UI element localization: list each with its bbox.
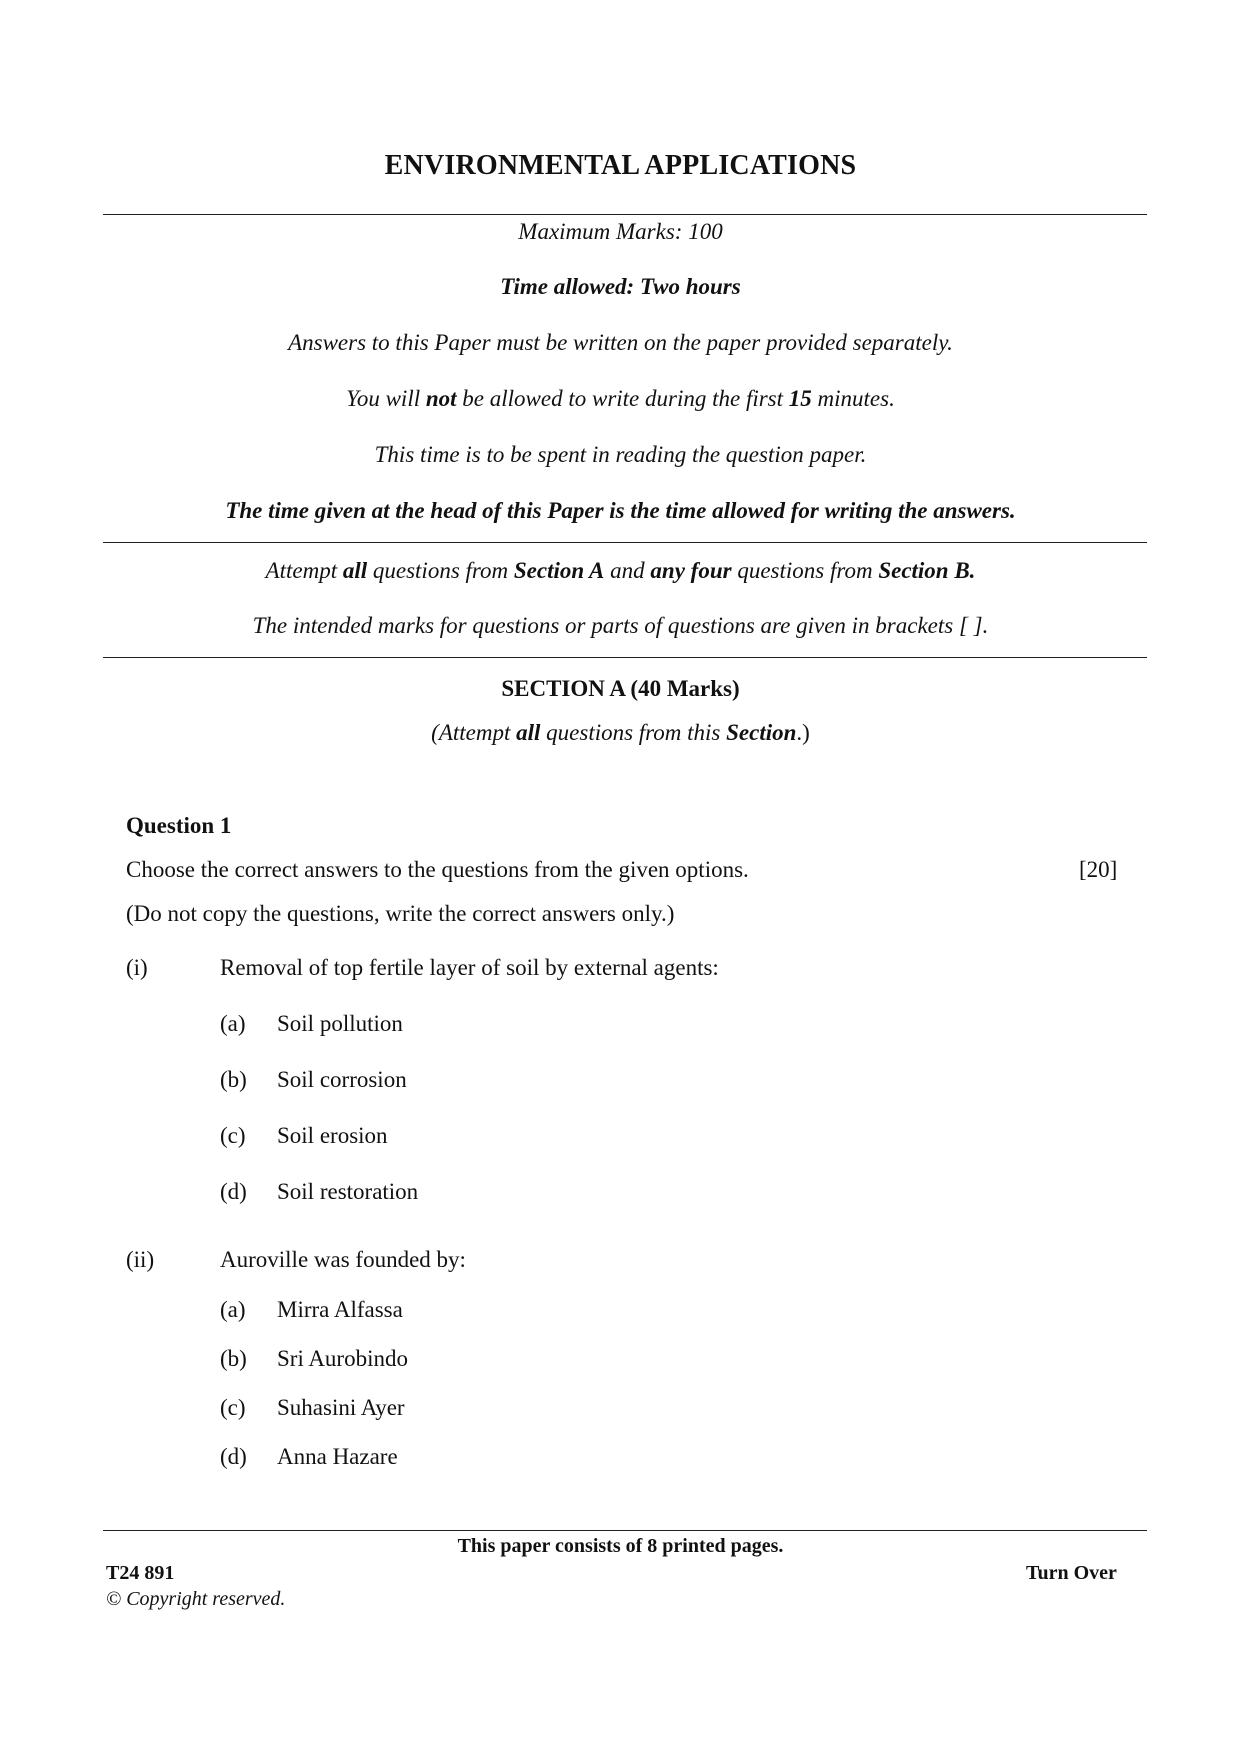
question-1-instruction: Choose the correct answers to the questions from the given options.: [126, 857, 749, 882]
option-text: Suhasini Ayer: [277, 1395, 405, 1420]
attempt-text-1: Attempt: [265, 558, 343, 583]
option-label: (c): [220, 1123, 246, 1148]
option-text: Anna Hazare: [277, 1444, 398, 1469]
attempt-emphasis-any-four: any four: [650, 558, 732, 583]
page-count-note: This paper consists of 8 printed pages.: [457, 1535, 784, 1557]
answers-instruction: Answers to this Paper must be written on the paper provided separately.: [288, 330, 953, 355]
option-text: Soil restoration: [277, 1179, 419, 1204]
paper-title: ENVIRONMENTAL APPLICATIONS: [384, 150, 857, 181]
attempt-instruction: [0, 558, 1241, 584]
header-divider-middle: [103, 542, 1147, 543]
no-write-emphasis-not: not: [425, 386, 457, 411]
section-a-heading: SECTION A (40 Marks): [501, 676, 740, 701]
attempt-text-2: questions from: [367, 558, 514, 583]
question-1-label: Question 1: [126, 813, 232, 838]
part-question-text: Auroville was founded by:: [220, 1247, 466, 1272]
option-label: (d): [220, 1179, 247, 1204]
option-label: (b): [220, 1067, 247, 1092]
time-allowed: Time allowed: Two hours: [500, 274, 741, 299]
attempt-emphasis-all: all: [342, 558, 368, 583]
attempt-emphasis-section-b: Section B.: [878, 558, 976, 583]
time-note: The time given at the head of this Paper is the time allowed for writing the answers.: [225, 498, 1016, 523]
option-text: Mirra Alfassa: [277, 1297, 403, 1322]
no-write-instruction: [0, 386, 1241, 412]
option-label: (a): [220, 1297, 246, 1322]
section-a-sub-emphasis-all: all: [516, 720, 541, 745]
question-1-note: (Do not copy the questions, write the correct answers only.): [126, 901, 675, 926]
option-text: Soil corrosion: [277, 1067, 407, 1092]
attempt-emphasis-section-a: Section A: [513, 558, 605, 583]
attempt-text-3: and: [604, 558, 651, 583]
paper-code: T24 891: [106, 1562, 175, 1584]
section-a-subheading: [0, 720, 1241, 746]
no-write-text-3: minutes.: [811, 386, 895, 411]
option-label: (c): [220, 1395, 246, 1420]
option-label: (a): [220, 1011, 246, 1036]
turn-over-label: Turn Over: [1026, 1562, 1117, 1584]
max-marks: Maximum Marks: 100: [518, 219, 723, 244]
part-number: (ii): [126, 1247, 155, 1272]
header-divider-bottom: [103, 657, 1147, 658]
no-write-text-2: be allowed to write during the first: [456, 386, 789, 411]
no-write-emphasis-minutes: 15: [788, 386, 812, 411]
option-text: Sri Aurobindo: [277, 1346, 408, 1371]
option-text: Soil pollution: [277, 1011, 403, 1036]
section-a-sub-emphasis-section: Section: [726, 720, 797, 745]
section-a-sub-text-3: .): [796, 720, 810, 745]
copyright-notice: © Copyright reserved.: [106, 1588, 286, 1610]
header-divider-top: [103, 214, 1147, 215]
part-question-text: Removal of top fertile layer of soil by external agents:: [220, 955, 719, 980]
option-text: Soil erosion: [277, 1123, 388, 1148]
attempt-text-4: questions from: [731, 558, 879, 583]
part-number: (i): [126, 955, 148, 980]
footer-divider: [103, 1530, 1147, 1531]
section-a-sub-text-2: questions from this: [540, 720, 727, 745]
reading-instruction: This time is to be spent in reading the question paper.: [374, 442, 867, 467]
option-label: (d): [220, 1444, 247, 1469]
no-write-text-1: You will: [346, 386, 426, 411]
option-label: (b): [220, 1346, 247, 1371]
question-1-marks: [20]: [1079, 857, 1118, 882]
marks-note: The intended marks for questions or parts of questions are given in brackets [ ].: [252, 613, 989, 638]
section-a-sub-text-1: (Attempt: [431, 720, 517, 745]
